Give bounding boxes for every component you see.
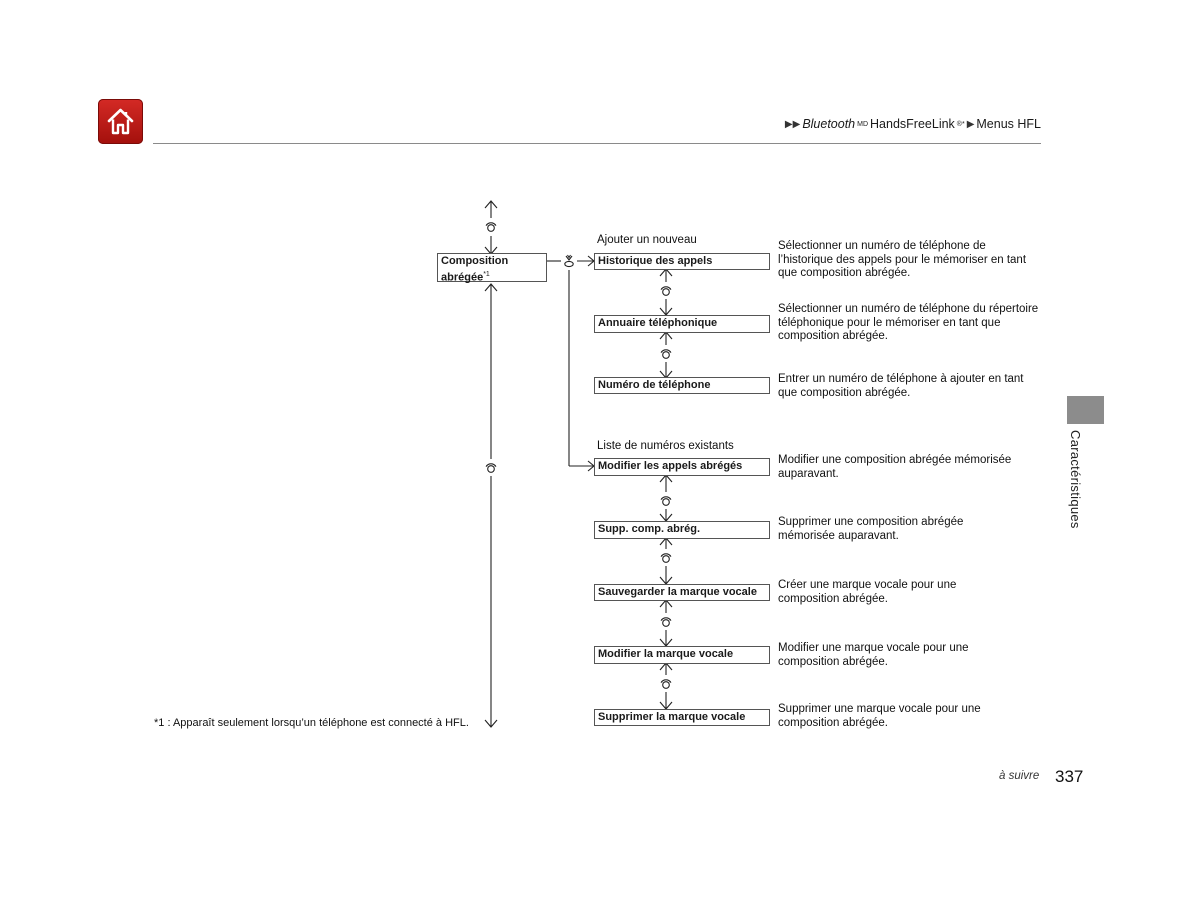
- root-menu-line2: abrégée: [441, 271, 484, 284]
- breadcrumb-hfl: HandsFreeLink: [870, 117, 955, 131]
- root-menu-box[interactable]: [437, 253, 547, 282]
- selector-knob-icon: [661, 618, 672, 627]
- selector-knob-icon: [661, 497, 672, 506]
- footnote: *1 : Apparaît seulement lorsqu’un téléphone est connecté à HFL.: [154, 717, 469, 729]
- selector-knob-icon: [661, 287, 672, 296]
- knob-press-icon: [565, 255, 573, 267]
- page-number: 337: [1055, 767, 1084, 786]
- selector-knob-icon: [486, 223, 497, 232]
- selector-knob-icon: [661, 350, 672, 359]
- breadcrumb-arrow-icon: ▶▶: [784, 118, 801, 130]
- menu-item-description: Modifier une composition abrégée mémorisée auparavant.: [778, 454, 1012, 480]
- chapter-tab-label: Caractéristiques: [1068, 430, 1083, 529]
- menu-item-description: Entrer un numéro de téléphone à ajouter en tant que composition abrégée.: [778, 373, 1024, 399]
- menu-item-box[interactable]: Numéro de téléphone: [594, 377, 770, 394]
- root-menu-line1: Composition: [441, 255, 509, 267]
- menu-item-box[interactable]: Modifier la marque vocale: [594, 646, 770, 664]
- selector-knob-icon: [661, 554, 672, 563]
- menu-item-box[interactable]: Annuaire téléphonique: [594, 315, 770, 333]
- breadcrumb-reg: ®*: [956, 120, 965, 128]
- menu-item-box[interactable]: Sauvegarder la marque vocale: [594, 584, 770, 601]
- menu-item-description: Supprimer une marque vocale pour une composition abrégée.: [778, 703, 981, 729]
- selector-knob-icon: [486, 464, 497, 473]
- group-label-existing: Liste de numéros existants: [597, 440, 734, 452]
- selector-knob-icon: [661, 680, 672, 689]
- menu-item-box[interactable]: Historique des appels: [594, 253, 770, 270]
- breadcrumb-md: MD: [857, 120, 869, 128]
- menu-item-box[interactable]: Supp. comp. abrég.: [594, 521, 770, 539]
- menu-item-description: Supprimer une composition abrégée mémorisée auparavant.: [778, 516, 964, 542]
- menu-item-box[interactable]: Modifier les appels abrégés: [594, 458, 770, 476]
- menu-item-description: Sélectionner un numéro de téléphone du répertoire téléphonique pour le mémoriser en tant que composition abrégée.: [778, 303, 1039, 342]
- group-label-add: Ajouter un nouveau: [597, 234, 697, 246]
- continued-label: à suivre: [999, 770, 1040, 782]
- menu-item-box[interactable]: Supprimer la marque vocale: [594, 709, 770, 726]
- breadcrumb-arrow-icon: ▶: [966, 118, 975, 130]
- breadcrumb-bluetooth: Bluetooth: [802, 117, 856, 131]
- root-menu-footnote-ref: *1: [483, 271, 490, 278]
- menu-item-description: Créer une marque vocale pour une composition abrégée.: [778, 579, 957, 605]
- breadcrumb-menu: Menus HFL: [976, 117, 1041, 131]
- menu-item-description: Sélectionner un numéro de téléphone de l’historique des appels pour le mémoriser en tant que composition abrégée.: [778, 240, 1027, 279]
- menu-item-description: Modifier une marque vocale pour une composition abrégée.: [778, 642, 969, 668]
